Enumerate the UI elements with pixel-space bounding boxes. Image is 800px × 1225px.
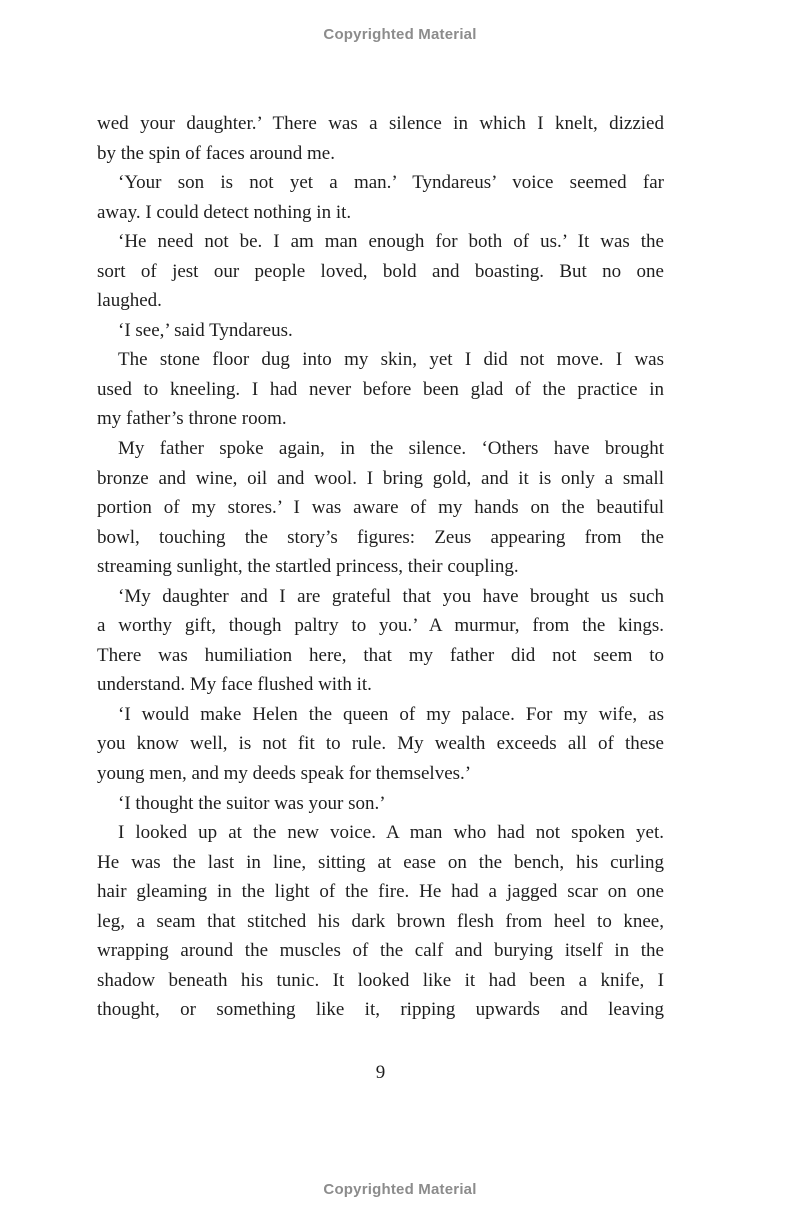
copyright-footer-notice: Copyrighted Material bbox=[323, 1181, 477, 1198]
text-line: He was the last in line, sitting at ease on the bench, his curling bbox=[97, 851, 664, 873]
text-line: you know well, is not fit to rule. My wealth exceeds all of these bbox=[97, 733, 664, 755]
text-line: bowl, touching the story’s figures: Zeus appearing from the bbox=[97, 526, 664, 548]
text-line: I looked up at the new voice. A man who had not spoken yet. bbox=[118, 822, 664, 844]
text-line: ‘Your son is not yet a man.’ Tyndareus’ voice seemed far bbox=[118, 172, 664, 194]
text-line: my father’s throne room. bbox=[97, 408, 287, 430]
text-line: hair gleaming in the light of the fire. He had a jagged scar on one bbox=[97, 881, 664, 903]
text-line: leg, a seam that stitched his dark brown flesh from heel to knee, bbox=[97, 910, 664, 932]
copyright-header-notice: Copyrighted Material bbox=[323, 26, 477, 43]
text-line: ‘He need not be. I am man enough for both of us.’ It was the bbox=[118, 231, 664, 253]
text-line: streaming sunlight, the startled princess, their coupling. bbox=[97, 556, 519, 578]
book-text-block bbox=[97, 109, 664, 1025]
text-line: used to kneeling. I had never before been glad of the practice in bbox=[97, 378, 664, 400]
text-line: sort of jest our people loved, bold and boasting. But no one bbox=[97, 260, 664, 282]
text-line: My father spoke again, in the silence. ‘Others have brought bbox=[118, 438, 664, 460]
text-line: shadow beneath his tunic. It looked like it had been a knife, I bbox=[97, 969, 664, 991]
text-line: a worthy gift, though paltry to you.’ A murmur, from the kings. bbox=[97, 615, 664, 637]
text-line: ‘My daughter and I are grateful that you have brought us such bbox=[118, 585, 664, 607]
text-line: wrapping around the muscles of the calf and burying itself in the bbox=[97, 940, 664, 962]
text-line: away. I could detect nothing in it. bbox=[97, 201, 352, 223]
text-line: wed your daughter.’ There was a silence in which I knelt, dizzied bbox=[97, 113, 664, 134]
text-line: portion of my stores.’ I was aware of my hands on the beautiful bbox=[97, 497, 664, 519]
page-number: 9 bbox=[375, 1062, 386, 1083]
text-line: There was humiliation here, that my father did not seem to bbox=[97, 644, 664, 666]
text-line: thought, or something like it, ripping upwards and leaving bbox=[97, 999, 664, 1021]
text-line: by the spin of faces around me. bbox=[97, 142, 335, 164]
text-line: understand. My face flushed with it. bbox=[97, 674, 372, 696]
text-line: bronze and wine, oil and wool. I bring gold, and it is only a small bbox=[97, 467, 664, 489]
text-line: laughed. bbox=[97, 290, 162, 312]
text-line: The stone floor dug into my skin, yet I did not move. I was bbox=[118, 349, 664, 371]
text-line: ‘I see,’ said Tyndareus. bbox=[118, 319, 293, 341]
text-line: ‘I thought the suitor was your son.’ bbox=[118, 792, 386, 814]
text-line: ‘I would make Helen the queen of my palace. For my wife, as bbox=[118, 703, 664, 725]
text-line: young men, and my deeds speak for themselves.’ bbox=[97, 763, 472, 785]
